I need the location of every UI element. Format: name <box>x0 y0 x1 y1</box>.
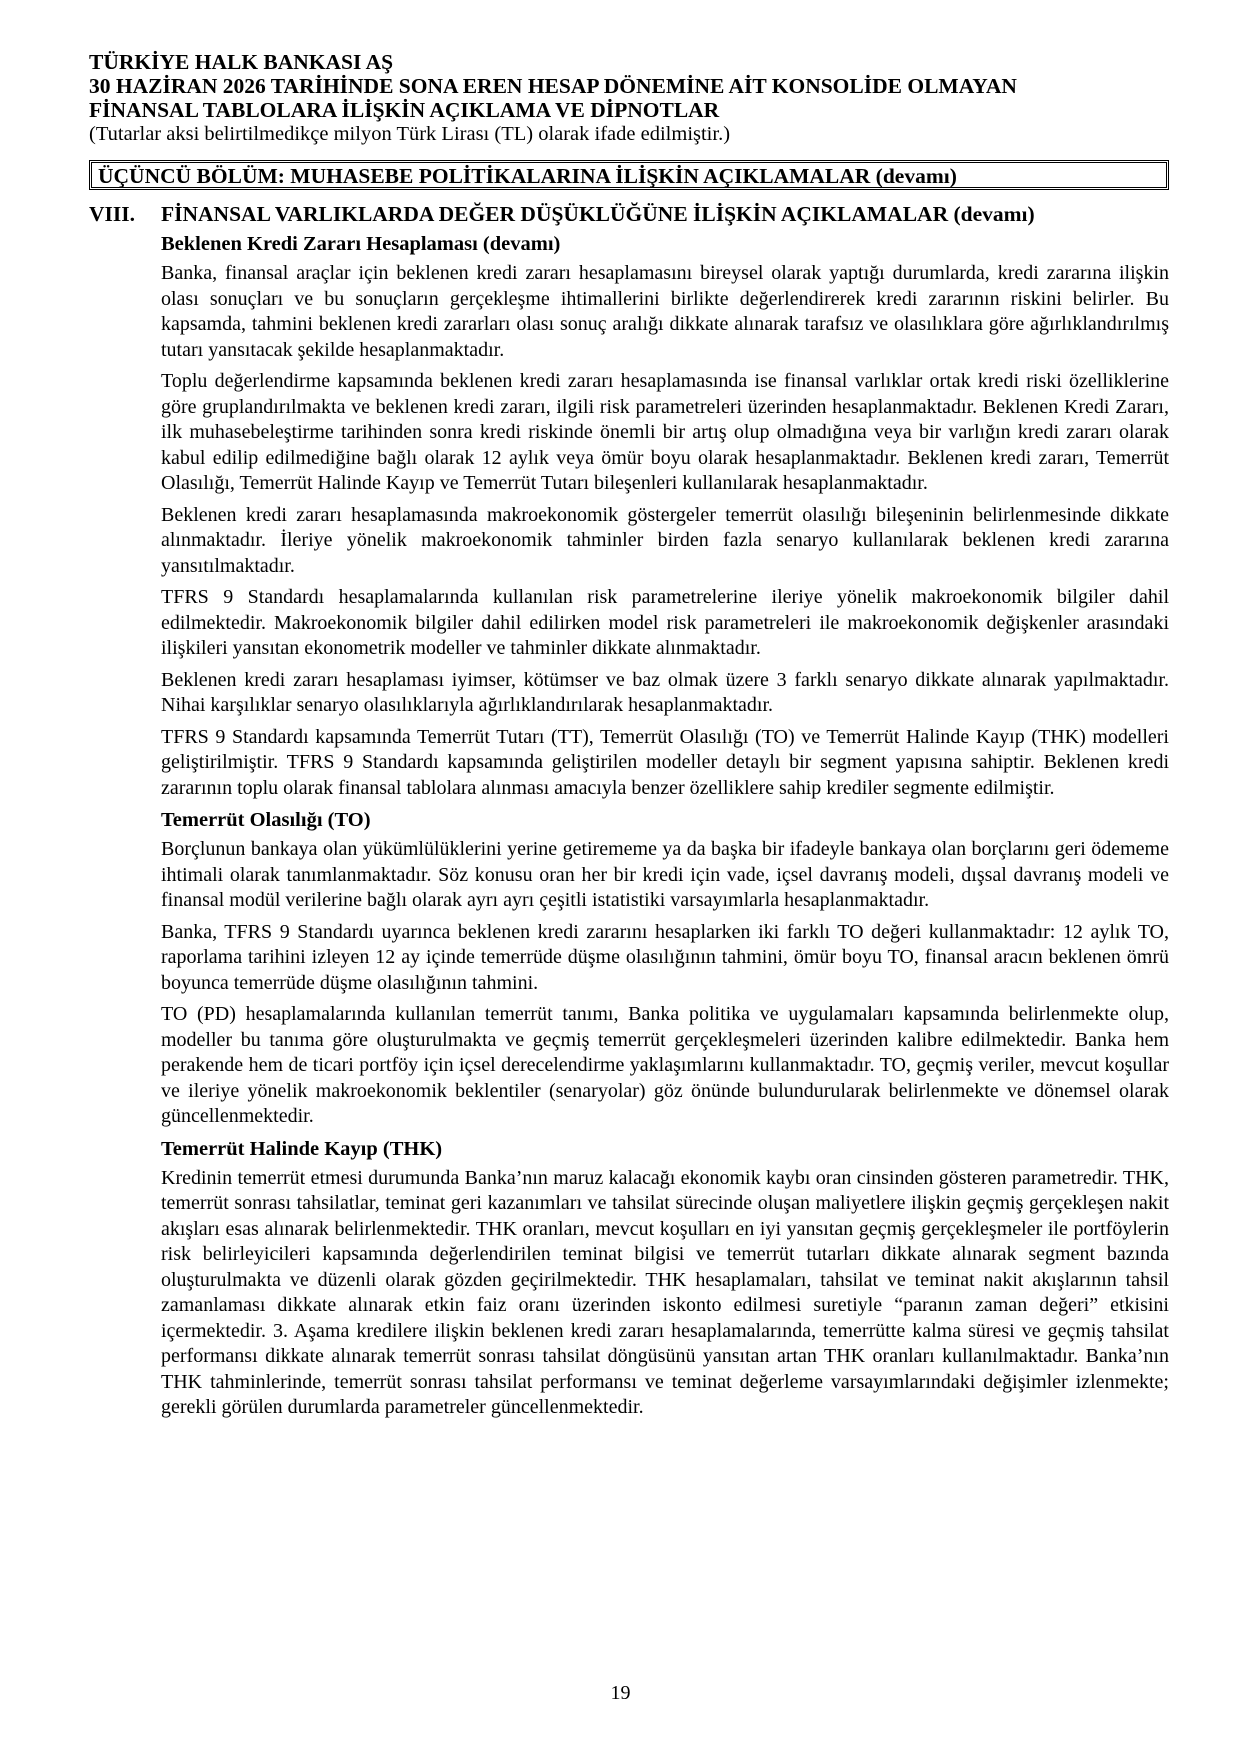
paragraph: Banka, finansal araçlar için beklenen kredi zararı hesaplamasını bireysel olarak yaptığı durumlarda, kredi zararına ilişkin olası sonuçları ve bu sonuçların gerçekleşme ihtimallerini birlikte değerlendirerek kredi zararının riskini belirler. Bu kapsamda, tahmini beklenen kredi zararları olası sonuç aralığı dikkate alınarak tarafsız ve olasılıklara göre ağırlıklandırılmış tutarı yansıtacak şekilde hesaplanmaktadır. <box>161 262 1169 361</box>
subheading-expected-credit-loss: Beklenen Kredi Zararı Hesaplaması (devamı) <box>161 233 561 255</box>
paragraph: Borçlunun bankaya olan yükümlülüklerini yerine getirememe ya da başka bir ifadeyle bankaya olan borçlarını geri ödememe ihtimali olarak tanımlanmaktadır. Söz konusu oran her bir kredi için vade, içsel davranış modeli, dışsal davranış modeli ve finansal modül verilerine bağlı olarak ayrı ayrı çeşitli istatistiki varsayımlarla hesaplanmaktadır. <box>161 838 1169 911</box>
paragraph: TFRS 9 Standardı kapsamında Temerrüt Tutarı (TT), Temerrüt Olasılığı (TO) ve Temerrüt Halinde Kayıp (THK) modelleri geliştirilmiştir. TFRS 9 Standardı kapsamında geliştirilen modeller detaylı bir segment yapısına sahiptir. Beklenen kredi zararının toplu olarak finansal tablolara alınması amacıyla benzer özelliklere sahip krediler segmente edilmiştir. <box>161 725 1169 799</box>
report-header <box>89 50 1169 146</box>
page-number: 19 <box>610 1682 631 1704</box>
paragraph: TO (PD) hesaplamalarında kullanılan temerrüt tanımı, Banka politika ve uygulamaları kapsamında belirlenmekte olup, modeller bu tanıma göre oluşturulmakta ve geçmiş temerrüt gerçekleşmeleri üzerinden kalibre edilmektedir. Banka hem perakende hem de ticari portföy için içsel derecelendirme yaklaşımlarını kullanmaktadır. TO, geçmiş veriler, mevcut koşullar ve ileriye yönelik makroekonomik beklentiler (senaryolar) göz önünde bulundurularak belirlenmekte ve dönemsel olarak güncellenmektedir. <box>161 1003 1169 1127</box>
report-subtitle: FİNANSAL TABLOLARA İLİŞKİN AÇIKLAMA VE DİPNOTLAR <box>89 98 720 122</box>
paragraph: Banka, TFRS 9 Standardı uyarınca beklenen kredi zararını hesaplarken iki farklı TO değeri kullanmaktadır: 12 aylık TO, raporlama tarihini izleyen 12 ay içinde temerrüde düşme olasılığının tahmini, ömür boyu TO, finansal aracın beklenen ömrü boyunca temerrüde düşme olasılığının tahmini. <box>161 920 1169 994</box>
paragraph: Kredinin temerrüt etmesi durumunda Banka’nın maruz kalacağı ekonomik kaybı oran cinsinden gösteren parametredir. THK, temerrüt sonrası tahsilatlar, teminat geri kazanımları ve tahsilat sürecinde oluşan maliyetlere ilişkin geçmiş gerçekleşen nakit akışları esas alınarak belirlenmektedir. THK oranları, mevcut koşulları en iyi yansıtan geçmiş gerçekleşmeler ile portföylerin risk belirleyicileri kapsamında değerlendirilen teminat bilgisi ve temerrüt tutarları dikkate alınarak segment bazında oluşturulmakta ve düzenli olarak gözden geçirilmektedir. THK hesaplamaları, tahsilat ve teminat nakit akışlarının tahsil zamanlaması dikkate alınarak etkin faiz oranı üzerinden iskonto edilmesi suretiyle “paranın zaman değeri” etkisini içermektedir. 3. Aşama kredilere ilişkin beklenen kredi zararı hesaplamalarında, temerrütte kalma süresi ve geçmiş tahsilat performansı dikkate alınarak temerrüt sonrası tahsilat döngüsünü yansıtan artan THK oranları kullanılmaktadır. Banka’nın THK tahminlerinde, temerrüt sonrası tahsilat performansı ve teminat değerleme varsayımlarındaki değişimler izlenmekte; gerekli görülen durumlarda parametreler güncellenmektedir. <box>161 1166 1169 1418</box>
currency-note: (Tutarlar aksi belirtilmedikçe milyon Türk Lirası (TL) olarak ifade edilmiştir.) <box>89 123 731 145</box>
paragraph: Beklenen kredi zararı hesaplamasında makroekonomik göstergeler temerrüt olasılığı bileşeninin belirlenmesinde dikkate alınmaktadır. İleriye yönelik makroekonomik tahminler birden fazla senaryo kullanılarak beklenen kredi zararına yansıtılmaktadır. <box>161 503 1169 577</box>
paragraph: Toplu değerlendirme kapsamında beklenen kredi zararı hesaplamasında ise finansal varlıklar ortak kredi riski özelliklerine göre gruplandırılmakta ve beklenen kredi zararı, ilgili risk parametreleri üzerinden hesaplanmaktadır. Beklenen Kredi Zararı, ilk muhasebeleştirme tarihinden sonra kredi riskinde önemli bir artış olup olmadığına veya bir varlığın kredi zararı olarak kabul edilip edilmediğine bağlı olarak 12 aylık veya ömür boyu olarak hesaplanmaktadır. Beklenen kredi zararı, Temerrüt Olasılığı, Temerrüt Halinde Kayıp ve Temerrüt Tutarı bileşenleri kullanılarak hesaplanmaktadır. <box>161 370 1169 494</box>
section-heading <box>89 198 1169 231</box>
paragraph: TFRS 9 Standardı hesaplamalarında kullanılan risk parametrelerine ileriye yönelik makroekonomik bilgiler dahil edilmektedir. Makroekonomik bilgiler dahil edilirken model risk parametreleri ile makroekonomik değişkenler arasındaki ilişkileri yansıtan ekonometrik modeller ve tahminler dikkate alınmaktadır. <box>161 586 1169 659</box>
chapter-title-box: ÜÇÜNCÜ BÖLÜM: MUHASEBE POLİTİKALARINA İLİŞKİN AÇIKLAMALAR (devamı) <box>89 160 1169 190</box>
section-number: VIII. <box>89 202 136 226</box>
subheading-probability-of-default: Temerrüt Olasılığı (TO) <box>161 809 371 831</box>
subheading-loss-given-default: Temerrüt Halinde Kayıp (THK) <box>161 1137 443 1160</box>
report-period-title: 30 HAZİRAN 2026 TARİHİNDE SONA EREN HESAP DÖNEMİNE AİT KONSOLİDE OLMAYAN <box>89 74 1017 98</box>
paragraph: Beklenen kredi zararı hesaplaması iyimser, kötümser ve baz olmak üzere 3 farklı senaryo dikkate alınarak yapılmaktadır. Nihai karşılıklar senaryo olasılıklarıyla ağırlıklandırılarak hesaplanmaktadır. <box>161 668 1169 716</box>
page-content <box>89 198 1169 1427</box>
bank-name: TÜRKİYE HALK BANKASI AŞ <box>89 50 394 74</box>
section-title: FİNANSAL VARLIKLARDA DEĞER DÜŞÜKLÜĞÜNE İLİŞKİN AÇIKLAMALAR (devamı) <box>161 202 1035 226</box>
section-body <box>161 231 1169 1421</box>
